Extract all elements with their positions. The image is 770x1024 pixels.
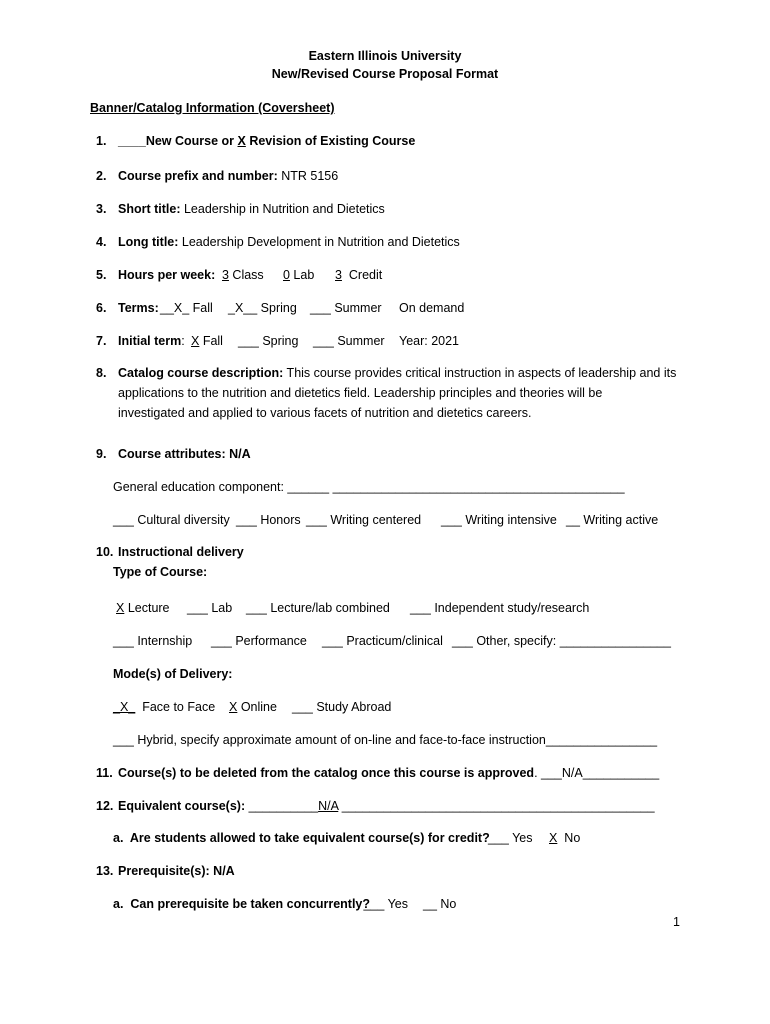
equivalent-courses — [118, 798, 655, 814]
type-lecture — [116, 600, 170, 616]
equivalent-credit-no — [549, 830, 580, 846]
equivalent-no-label: No — [557, 831, 581, 845]
hours-label: Hours per week: — [118, 268, 216, 282]
prerequisite-concurrent-no: __ No — [423, 897, 457, 911]
item-3-number: 3. — [96, 202, 107, 216]
type-other: ___ Other, specify: ________________ — [452, 634, 671, 648]
writing-intensive: ___ Writing intensive — [441, 513, 557, 527]
online-label: Online — [237, 700, 277, 714]
short-title-label: Short title: — [118, 202, 181, 216]
course-prefix-value: NTR 5156 — [277, 169, 339, 183]
terms-fall: __X_ Fall — [160, 301, 213, 315]
writing-active: __ Writing active — [566, 513, 659, 527]
gen-ed-component: General education component: ______ __________________________________________ — [113, 480, 625, 494]
face-to-face-mark: _X_ — [113, 700, 136, 714]
long-title-label: Long title: — [118, 235, 179, 249]
credit-hours-label: Credit — [341, 268, 383, 282]
catalog-description-label: Catalog course description: — [118, 366, 284, 380]
course-prefix-label: Course prefix and number: — [118, 169, 278, 183]
writing-centered: ___ Writing centered — [306, 513, 422, 527]
item-3-short-title — [118, 201, 385, 217]
item-7-number: 7. — [96, 334, 107, 348]
long-title-value: Leadership Development in Nutrition and Dietetics — [178, 235, 460, 249]
class-hours-value: 3 — [222, 268, 229, 282]
section-title: Banner/Catalog Information (Coversheet) — [90, 101, 335, 115]
initial-term-label — [118, 333, 185, 349]
item-1-course-type — [118, 133, 415, 149]
equivalent-credit-question: a. Are students allowed to take equivalent course(s) for credit? — [113, 831, 490, 845]
lab-hours — [283, 267, 314, 283]
credit-hours-value: 3 — [335, 268, 342, 282]
initial-term-text: Initial term — [118, 334, 182, 348]
class-hours-label: Class — [228, 268, 264, 282]
new-course-label: New Course or — [145, 134, 238, 148]
online-mark: X — [229, 700, 238, 714]
modes-of-delivery-label: Mode(s) of Delivery: — [113, 667, 233, 681]
credit-hours — [335, 267, 382, 283]
type-practicum: ___ Practicum/clinical — [322, 634, 443, 648]
terms-label: Terms: — [118, 301, 159, 315]
equivalent-credit-yes: ___ Yes — [488, 831, 533, 845]
item-9-number: 9. — [96, 447, 107, 461]
initial-term-fall — [191, 333, 223, 349]
courses-deleted-value: . ___N/A___________ — [534, 766, 660, 780]
initial-term-summer: ___ Summer — [313, 334, 385, 348]
type-independent-study: ___ Independent study/research — [410, 601, 590, 615]
item-12-number: 12. — [96, 799, 114, 813]
courses-deleted — [118, 765, 659, 781]
type-performance: ___ Performance — [211, 634, 307, 648]
equivalent-blank-pre: __________ — [245, 799, 319, 813]
page-number: 1 — [673, 915, 680, 929]
item-4-long-title — [118, 234, 460, 250]
prerequisite-concurrent-yes: ___ Yes — [360, 897, 408, 911]
item-6-number: 6. — [96, 301, 107, 315]
mode-hybrid: ___ Hybrid, specify approximate amount of on-line and face-to-face instruction________________ — [113, 733, 658, 747]
terms-on-demand: On demand — [399, 301, 465, 315]
mode-face-to-face — [113, 699, 215, 715]
item-1-number: 1. — [96, 134, 107, 148]
revision-label: Revision of Existing Course — [245, 134, 416, 148]
type-internship: ___ Internship — [113, 634, 193, 648]
lab-hours-value: 0 — [283, 268, 290, 282]
honors: ___ Honors — [236, 513, 301, 527]
instructional-delivery-label: Instructional delivery — [118, 545, 244, 559]
item-4-number: 4. — [96, 235, 107, 249]
courses-deleted-label: Course(s) to be deleted from the catalog once this course is approved — [118, 766, 535, 780]
course-attributes-label: Course attributes: N/A — [118, 447, 251, 461]
initial-term-colon: : — [181, 334, 185, 348]
prerequisites-label: Prerequisite(s): N/A — [118, 864, 235, 878]
equivalent-blank-post: _____________________________________________ — [338, 799, 655, 813]
item-11-number: 11. — [96, 766, 113, 780]
initial-term-spring: ___ Spring — [238, 334, 299, 348]
lecture-label: Lecture — [124, 601, 170, 615]
catalog-description-text-1: This course provides critical instruction in aspects of leadership and its — [283, 366, 677, 380]
item-10-number: 10. — [96, 545, 114, 559]
catalog-description-line-2: applications to the nutrition and dietetics field. Leadership principles and theories will be — [118, 386, 603, 400]
item-8-number: 8. — [96, 366, 107, 380]
lecture-mark: X — [116, 601, 125, 615]
catalog-description-line-1 — [118, 365, 676, 381]
item-13-number: 13. — [96, 864, 114, 878]
short-title-value: Leadership in Nutrition and Dietetics — [180, 202, 385, 216]
prerequisite-concurrent-question: a. Can prerequisite be taken concurrently? — [113, 897, 371, 911]
type-of-course-label: Type of Course: — [113, 565, 208, 579]
mode-online — [229, 699, 277, 715]
catalog-description-line-3: investigated and applied to various facets of nutrition and dietetics careers. — [118, 406, 532, 420]
initial-fall-mark: X — [191, 334, 200, 348]
university-name: Eastern Illinois University — [308, 49, 462, 63]
face-to-face-label: Face to Face — [135, 700, 216, 714]
new-course-blank: ____ — [118, 134, 146, 148]
item-2-course-prefix — [118, 168, 338, 184]
equivalent-courses-label: Equivalent course(s): — [118, 799, 246, 813]
item-5-number: 5. — [96, 268, 107, 282]
form-title: New/Revised Course Proposal Format — [271, 67, 499, 81]
equivalent-courses-value: N/A — [318, 799, 339, 813]
initial-term-year: Year: 2021 — [399, 334, 460, 348]
lab-hours-label: Lab — [289, 268, 315, 282]
initial-fall-label: Fall — [199, 334, 223, 348]
type-lecture-lab: ___ Lecture/lab combined — [246, 601, 390, 615]
type-lab: ___ Lab — [187, 601, 233, 615]
terms-summer: ___ Summer — [310, 301, 382, 315]
equivalent-no-mark: X — [549, 831, 558, 845]
mode-study-abroad: ___ Study Abroad — [292, 700, 392, 714]
item-2-number: 2. — [96, 169, 107, 183]
revision-mark: X — [237, 134, 246, 148]
cultural-diversity: ___ Cultural diversity — [113, 513, 230, 527]
class-hours — [222, 267, 264, 283]
terms-spring: _X__ Spring — [228, 301, 297, 315]
